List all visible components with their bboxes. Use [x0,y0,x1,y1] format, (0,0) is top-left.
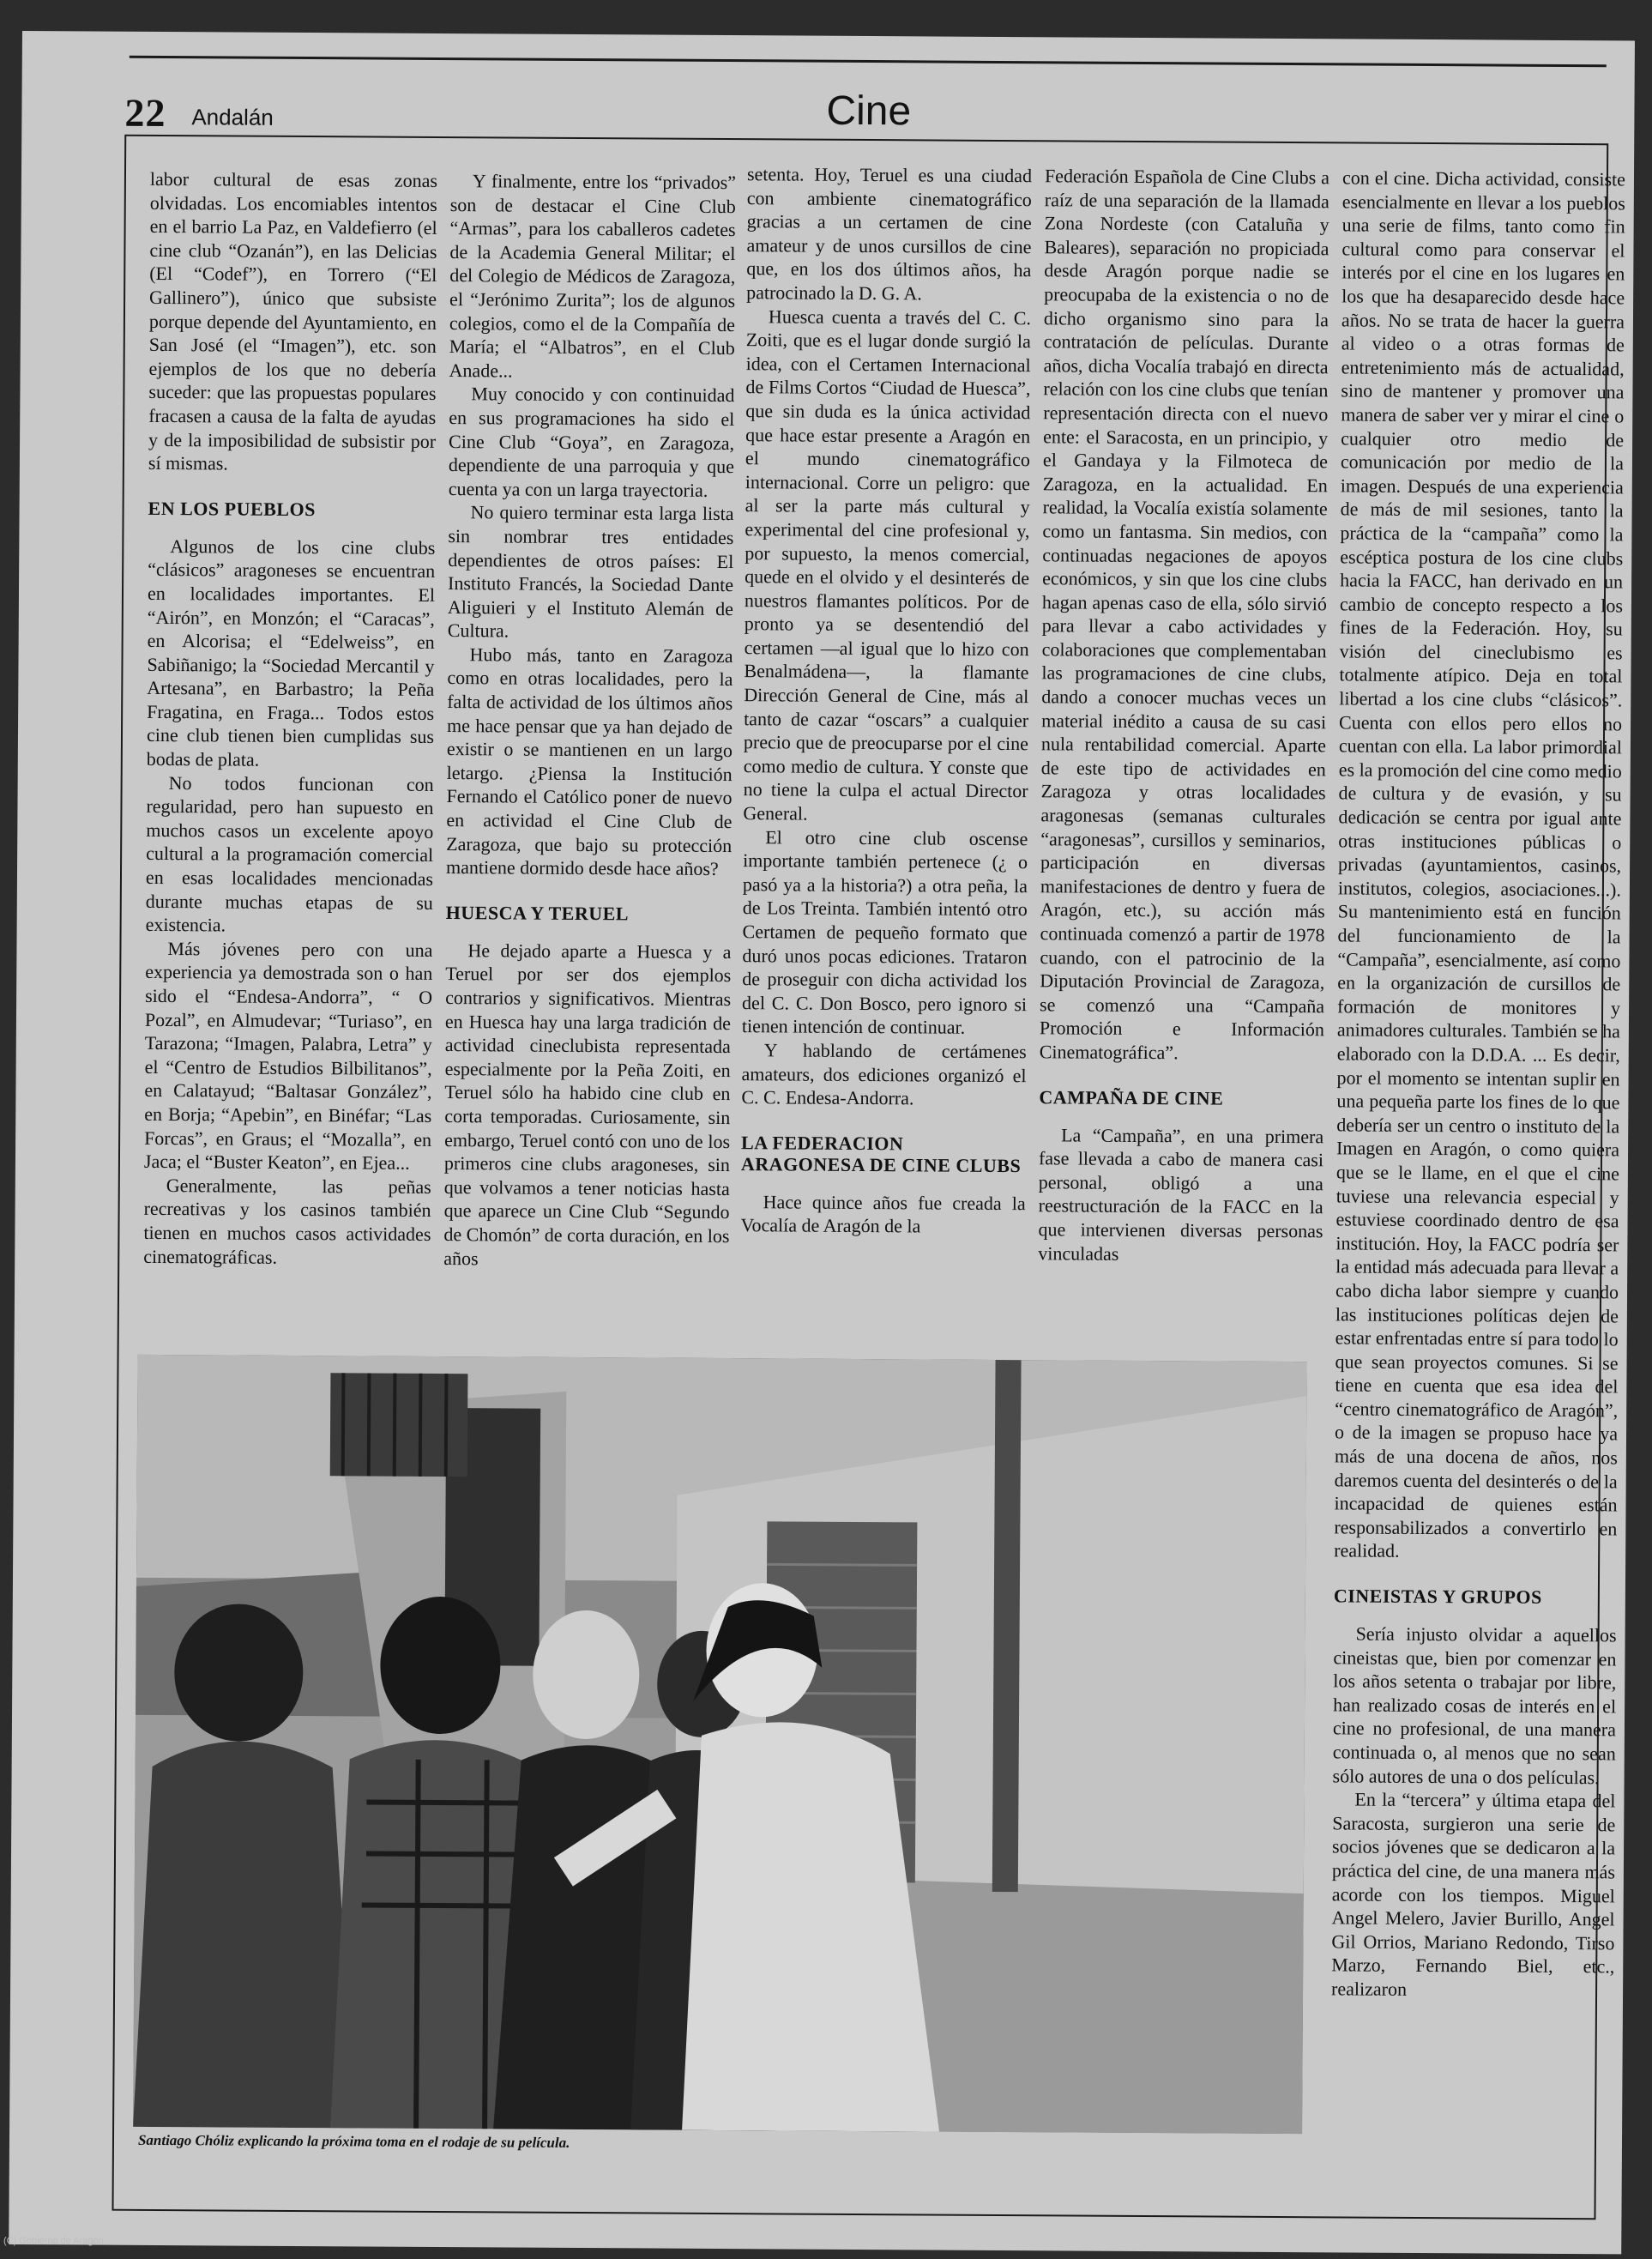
article-column-2 [443,169,736,1271]
paragraph: labor cultural de esas zonas olvidadas. Los encomiables intentos en el barrio La Paz, en Valdefierro (el cine club “Ozanán”), en las Delicias (El “Codef”), en Torrero (“El Gallinero”), único que subsiste porque depende del Ayuntamiento, en San José (el “Imagen”), etc. son ejemplos de los que no debería suceder: que las propuestas populares fracasen a causa de la falta de ayudas y de la imposibilidad de subsistir por sí mismas. [148,167,438,474]
paragraph: Algunos de los cine clubs “clásicos” aragoneses se encuentran en localidades importantes. El “Airón”, en Monzón; el “Caracas”, en Alcorisa; el “Edelweiss”, en Sabiñanigo; la “Sociedad Mercantil y Artesana”, en Barbastro; la Peña Fragatina, en Fraga... Todos estos cine club tienen bien cumplidas sus bodas de plata. [146,535,436,770]
section-heading: CINEISTAS Y GRUPOS [1333,1585,1542,1608]
section-heading: LA FEDERACION ARAGONESA DE CINE CLUBS [740,1131,1022,1176]
section-heading: HUESCA Y TERUEL [445,901,630,925]
film-shoot-photo [133,1355,1306,2134]
paragraph: El otro cine club oscense importante también pertenece (¿ o pasó ya a la historia?) a otra peña, la de Los Treinta. También intentó otro Certamen de pequeño formato que duró unos pocas ediciones. Trataron de proseguir con dicha actividad los del C. C. Don Bosco, pero ignoro si tienen intención de continuar. [741,825,1028,1039]
watermark-text: (C) Gobierno de Aragón [3,2236,104,2246]
article-column-1 [143,167,437,1270]
paragraph: Y finalmente, entre los “privados” son de destacar el Cine Club “Armas”, para los caballeros cadetes de la Academia General Militar; el del Colegio de Médicos de Zaragoza, el “Jerónimo Zurita”; los de algunos colegios, como el de la Compañía de María; el “Albatros”, en el Club Anade... [449,170,737,382]
paragraph: Y hablando de certámenes amateurs, dos ediciones organizó el C. C. Endesa-Andorra. [741,1039,1027,1109]
header-rule [130,56,1607,68]
paragraph: No todos funcionan con regularidad, pero han supuesto en muchos casos un excelente apoyo cultural a la programación comercial en esas localidades mencionadas durante muchas etapas de su existencia. [145,771,434,936]
paragraph: Hubo más, tanto en Zaragoza como en otras localidades, pero la falta de actividad de los últimos años me hace pensar que ya han dejado de existir o se mantienen en un largo letargo. ¿Piensa la Institución Fernando el Católico poner de nuevo en actividad el Cine Club de Zaragoza, que bajo su protección mantiene dormido desde hace años? [445,643,733,880]
paragraph: Federación Española de Cine Clubs a raíz de una separación de la llamada Zona Nordeste (con Cataluña y Baleares), separación no propiciada desde Aragón porque nadie se preocupaba de la existencia o no de dicho organismo sino para la contratación de películas. Durante años, dicha Vocalía trabajó en directa relación con los cine clubs que tenían representación directa con el nuevo ente: el Saracosta, en un principio, y el Gandaya y la Filmoteca de Zaragoza, en la actualidad. En realidad, la Vocalía existía solamente como un fantasma. Sin medios, con continuadas negaciones de apoyos económicos, y sin que los cine clubs hagan apenas caso de ella, sólo sirvió para llevar a cabo actividades y colaboraciones que complementaban las programaciones de cine clubs, dando a conocer muchas veces un material inédito a causa de su casi nula rentabilidad comercial. Aparte de este tipo de actividades en Zaragoza y otras localidades aragonesas (semanas culturales “aragonesas”, cursillos y seminarios, participación en diversas manifestaciones de dentro y fuera de Aragón, etc.), su acción más continuada comenzó a partir de 1978 cuando, con el patrocinio de la Diputación Provincial de Zaragoza, se comenzó una “Campaña Promoción e Información Cinematográfica”. [1039,165,1330,1064]
paragraph: setenta. Hoy, Teruel es una ciudad con ambiente cinematográfico gracias a un certamen de cine amateur y de unos cursillos de cine que, en los dos últimos años, ha patrocinado la D. G. A. [746,163,1033,305]
paragraph: Hace quince años fue creada la Vocalía de Aragón de la [740,1191,1026,1237]
publication-name: Andalán [191,104,274,130]
paragraph: Huesca cuenta a través del C. C. Zoiti, que es el lugar donde surgió la idea, con el Certamen Internacional de Films Cortos “Ciudad de Huesca”, que sin duda es la única actividad que hace estar presente a Aragón en el mundo cinematográfico internacional. Corre un peligro: que al ser la parte más cultural y experimental del cine profesional y, por supuesto, la menos comercial, quede en el olvido y el desinterés de nuestros flamantes políticos. Por de pronto ya se desentendió del certamen —al igual que lo hizo con Benalmádena—, la flamante Dirección General de Cine, más al tanto de cazar “oscars” a cualquier precio que de preocuparse por el cine como medio de cultura. Y conste que no tiene la culpa el actual Director General. [743,305,1032,824]
paragraph: Muy conocido y con continuidad en sus programaciones ha sido el Cine Club “Goya”, en Zaragoza, dependiente de una parroquia y que cuenta ya con un larga trayectoria. [448,383,735,501]
paragraph: Generalmente, las peñas recreativas y los casinos también tienen en muchos casos actividades cinematográficas. [143,1174,431,1268]
section-heading: EN LOS PUEBLOS [148,497,316,520]
paragraph: Más jóvenes pero con una experiencia ya demostrada son o han sido el “Endesa-Andorra”, “ O Pozal”, en Almudevar; “Turiaso”, en Tarazona; “Imagen, Palabra, Letra” y el “Centro de Estudios Bilbilitanos”, en Calatayud; “Baltasar González”, en Borja; “Apebin”, en Binéfar; “Las Forcas”, en Graus; el “Mozalla”, en Jaca; el “Buster Keaton”, en Ejea... [143,937,433,1174]
paragraph: He dejado aparte a Huesca y a Teruel por ser dos ejemplos contrarios y significativos. Mientras en Huesca hay una larga tradición de actividad cineclubista representada especialmente por la Peña Zoiti, en Teruel sólo ha habido cine club en corta temporadas. Curiosamente, sin embargo, Teruel contó con uno de los primeros cine clubs aragoneses, sin que volvamos a tener noticias hasta que aparece un Cine Club “Segundo de Chomón” de corta duración, en los años [443,939,732,1269]
article-column-5 [1331,166,1625,2002]
section-title: Cine [826,88,912,135]
section-heading: CAMPAÑA DE CINE [1039,1085,1224,1109]
paragraph: La “Campaña”, en una primera fase llevada a cabo de manera casi personal, obligó a una reestructuración de la FACC en la que intervienen diversas personas vinculadas [1038,1123,1324,1265]
paragraph: No quiero terminar esta larga lista sin nombrar tres entidades dependientes de otros países: El Instituto Francés, la Sociedad Dante Aliguieri y el Instituto Alemán de Cultura. [447,501,734,642]
page-number: 22 [124,90,166,136]
photo-caption: Santiago Chóliz explicando la próxima toma en el rodaje de su película. [137,2131,570,2151]
paragraph: con el cine. Dicha actividad, consiste esencialmente en llevar a los pueblos una serie de films, tanto como fin cultural como para conservar el interés por el cine en los lugares en los que ha desaparecido desde hace años. No se trata de hacer la guerra al video o a otras formas de entretenimiento más de actualidad, sino de mantener y promover una manera de saber ver y mirar el cine o cualquier otro medio de comunicación por medio de la imagen. Después de una experiencia de más de mil sesiones, tanto la práctica de la “campaña” como la escéptica postura de los cine clubs hacia la FACC, han derivado en un cambio de concepto respecto a los fines de la Federación. Hoy, su visión del cineclubismo es totalmente atípico. Deja en total libertad a los cine clubs “clásicos”. Cuenta con ellos pero ellos no cuentan con ella. La labor primordial es la promoción del cine como medio de cultura y de evasión, y su dedicación se centra por igual ante otras instituciones públicas o privadas (ayuntamientos, casinos, institutos, colegios, asociaciones...). Su mantenimiento está en función del funcionamiento de la “Campaña”, esencialmente, así como en la organización de cursillos de formación de monitores y animadores culturales. También se ha elaborado con la D.D.A. ... Es decir, por el momento se intentan suplir en una pequeña parte los fines de lo que debería ser un centro o instituto de la Imagen en Aragón, o como quiera que se le llame, en el que el cine tuviese una relevancia especial y estuviese coordinado dentro de esa institución. Hoy, la FACC podría ser la entidad más adecuada para llevar a cabo dicha labor siempre y cuando las instituciones políticas dejen de estar enfrentadas entre sí para todo lo que sean proyectos comunes. Si se tiene en cuenta que esa idea del “centro cinematográfico de Aragón”, o de la imagen se propuso hace ya más de una docena de años, nos daremos cuenta del desinterés o de la incapacidad de quienes están responsabilizados a convertirlo en realidad. [1334,166,1626,1562]
paragraph: En la “tercera” y última etapa del Saracosta, surgieron una serie de socios jóvenes que se dedicaron a la práctica del cine, de una manera más acorde con los tiempos. Miguel Angel Melero, Javier Burillo, Angel Gil Orrios, Mariano Redondo, Tirso Marzo, Fernando Biel, etc., realizaron [1331,1788,1616,2000]
article-column-4 [1038,164,1329,1266]
article-column-3 [740,162,1032,1239]
photo-image [133,1355,1306,2134]
newspaper-page [9,31,1635,2254]
paragraph: Sería injusto olvidar a aquellos cineistas que, bien por comenzar en los años setenta o trabajar por libre, han realizado cosas de interés en el cine no profesional, de una manera continuada o, al menos que no sean sólo autores de una o dos películas. [1332,1622,1617,1788]
